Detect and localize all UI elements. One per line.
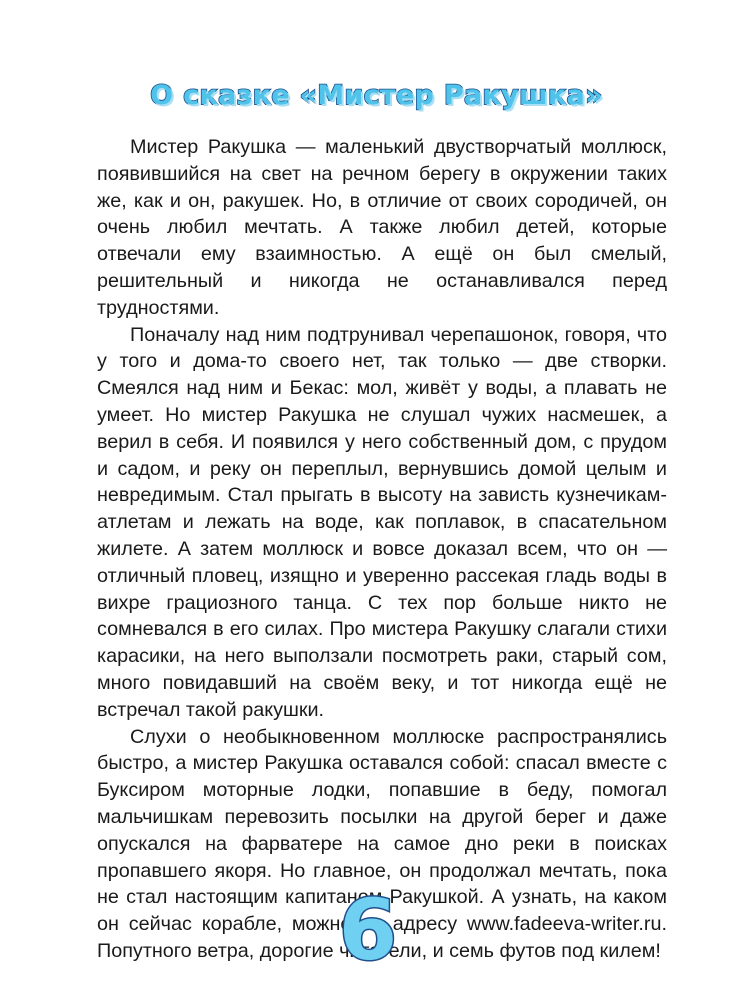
paragraph: Мистер Ракушка — маленький двустворчатый моллюск, появившийся на свет на речном берегу в окружении таких же, как и он, ракушек. Но, в отличие от своих сородичей, он очень любил мечтать. А также любил детей, которые отвечали ему взаимностью. А ещё он был смелый, решительный и никогда не останавливался перед трудностями. [97,136,667,319]
body-text [97,134,667,965]
paragraph: Поначалу над ним подтрунивал черепашонок, говоря, что у того и дома-то своего нет, так только — две створки. Смеялся над ним и Бекас: мол, живёт у воды, а плавать не умеет. Но мистер Ракушка не слушал чужих насмешек, а верил в себя. И появился у него собственный дом, с прудом и садом, и реку он переплыл, вернувшись домой целым и невредимым. Стал прыгать в высоту на зависть кузнечикам-атлетам и лежать на воде, как поплавок, в спасательном жилете. А затем моллюск и вовсе доказал всем, что он — отличный пловец, изящно и уверенно рассекая гладь воды в вихре грациозного танца. С тех пор больше никто не сомневался в его силах. Про мистера Ракушку слагали стихи карасики, на него выползали посмотреть раки, старый сом, много повидавший на своём веку, и тот никогда ещё не встречал такой ракушки. [97,323,667,721]
page-number-badge [336,888,400,970]
page-title: О сказке «Мистер Ракушка» [150,80,603,111]
paragraph: Слухи о необыкновенном моллюске распространялись быстро, а мистер Ракушка оставался собой: спасал вместе с Буксиром моторные лодки, попавшие в беду, помогал мальчишкам перевозить посылки на другой берег и даже опускался на фарватере на самое дно реки в поисках пропавшего якоря. Но главное, он продолжал мечтать, пока не стал настоящим капитаном Ракушкой. А узнать, на каком он сейчас корабле, можно по адресу www.fadeeva-writer.ru. Попутного ветра, дорогие читатели, и семь футов под килем! [97,725,667,962]
page-number: 6 [338,888,398,970]
